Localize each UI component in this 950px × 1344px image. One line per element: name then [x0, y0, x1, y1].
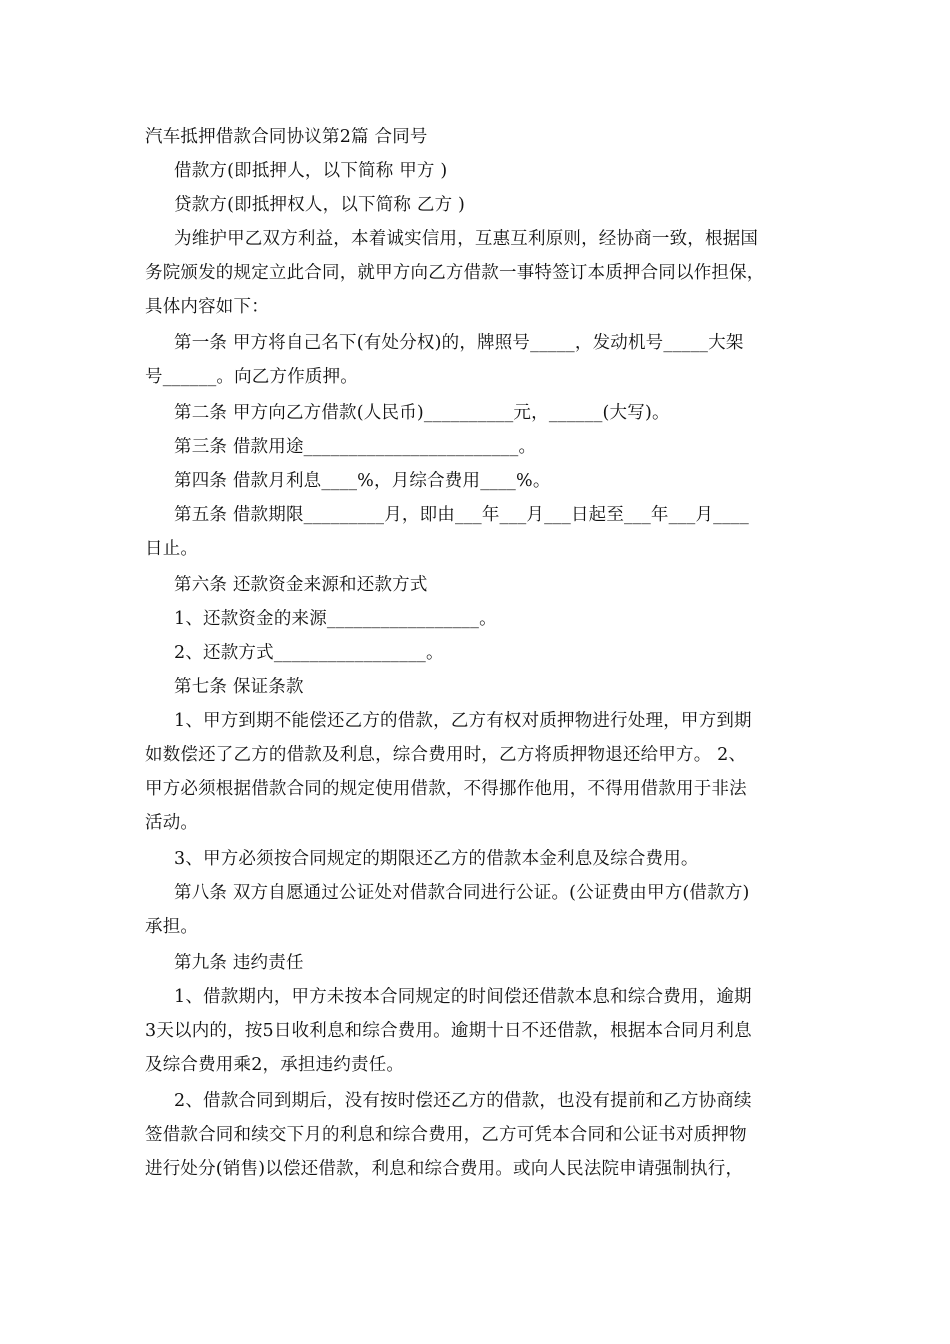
article-9-item-line: 2、借款合同到期后，没有按时偿还乙方的借款，也没有提前和乙方协商续 [174, 1091, 752, 1111]
article-5-line: 第五条 借款期限_________月，即由___年___月___日起至___年___月____ [174, 505, 749, 525]
document-title: 汽车抵押借款合同协议第2篇 合同号 [145, 127, 428, 147]
preamble-line: 务院颁发的规定立此合同，就甲方向乙方借款一事特签订本质押合同以作担保， [145, 263, 765, 283]
article-7-item-line: 3、甲方必须按合同规定的期限还乙方的借款本金利息及综合费用。 [174, 849, 699, 869]
lender-line: 贷款方(即抵押权人，以下简称 乙方 ) [174, 195, 466, 215]
document-body [145, 120, 805, 1186]
article-7-item-line: 如数偿还了乙方的借款及利息，综合费用时，乙方将质押物退还给甲方。 2、 [145, 745, 747, 765]
preamble-line: 具体内容如下： [145, 297, 269, 317]
article-6-item: 2、还款方式_________________。 [174, 643, 444, 663]
article-5-line: 日止。 [145, 539, 199, 559]
article-1-line: 号______。向乙方作质押。 [145, 367, 358, 387]
article-7-item-line: 甲方必须根据借款合同的规定使用借款，不得挪作他用，不得用借款用于非法 [145, 779, 747, 799]
article-7-item-line: 1、甲方到期不能偿还乙方的借款，乙方有权对质押物进行处理，甲方到期 [174, 711, 752, 731]
article-9-item-line: 3天以内的，按5日收利息和综合费用。逾期十日不还借款，根据本合同月利息 [145, 1021, 752, 1041]
article-9-item-line: 1、借款期内，甲方未按本合同规定的时间偿还借款本息和综合费用，逾期 [174, 987, 752, 1007]
borrower-line: 借款方(即抵押人，以下简称 甲方 ) [174, 161, 448, 181]
article-9-item-line: 及综合费用乘2，承担违约责任。 [145, 1055, 405, 1075]
article-8-line: 承担。 [145, 917, 199, 937]
article-9-item-line: 签借款合同和续交下月的利息和综合费用，乙方可凭本合同和公证书对质押物 [145, 1125, 747, 1145]
article-2-line: 第二条 甲方向乙方借款(人民币)__________元，______(大写)。 [174, 403, 670, 423]
article-3-line: 第三条 借款用途________________________。 [174, 437, 537, 457]
article-7-heading: 第七条 保证条款 [174, 677, 304, 697]
article-7-item-line: 活动。 [145, 813, 199, 833]
article-1-line: 第一条 甲方将自己名下(有处分权)的，牌照号_____，发动机号_____大架 [174, 333, 744, 353]
preamble-line: 为维护甲乙双方利益，本着诚实信用，互惠互利原则，经协商一致，根据国 [174, 229, 759, 249]
article-8-line: 第八条 双方自愿通过公证处对借款合同进行公证。(公证费由甲方(借款方) [174, 883, 750, 903]
article-9-heading: 第九条 违约责任 [174, 953, 304, 973]
article-6-item: 1、还款资金的来源_________________。 [174, 609, 497, 629]
article-9-item-line: 进行处分(销售)以偿还借款，利息和综合费用。或向人民法院申请强制执行， [145, 1159, 744, 1179]
article-4-line: 第四条 借款月利息____%，月综合费用____%。 [174, 471, 551, 491]
article-6-heading: 第六条 还款资金来源和还款方式 [174, 575, 428, 595]
